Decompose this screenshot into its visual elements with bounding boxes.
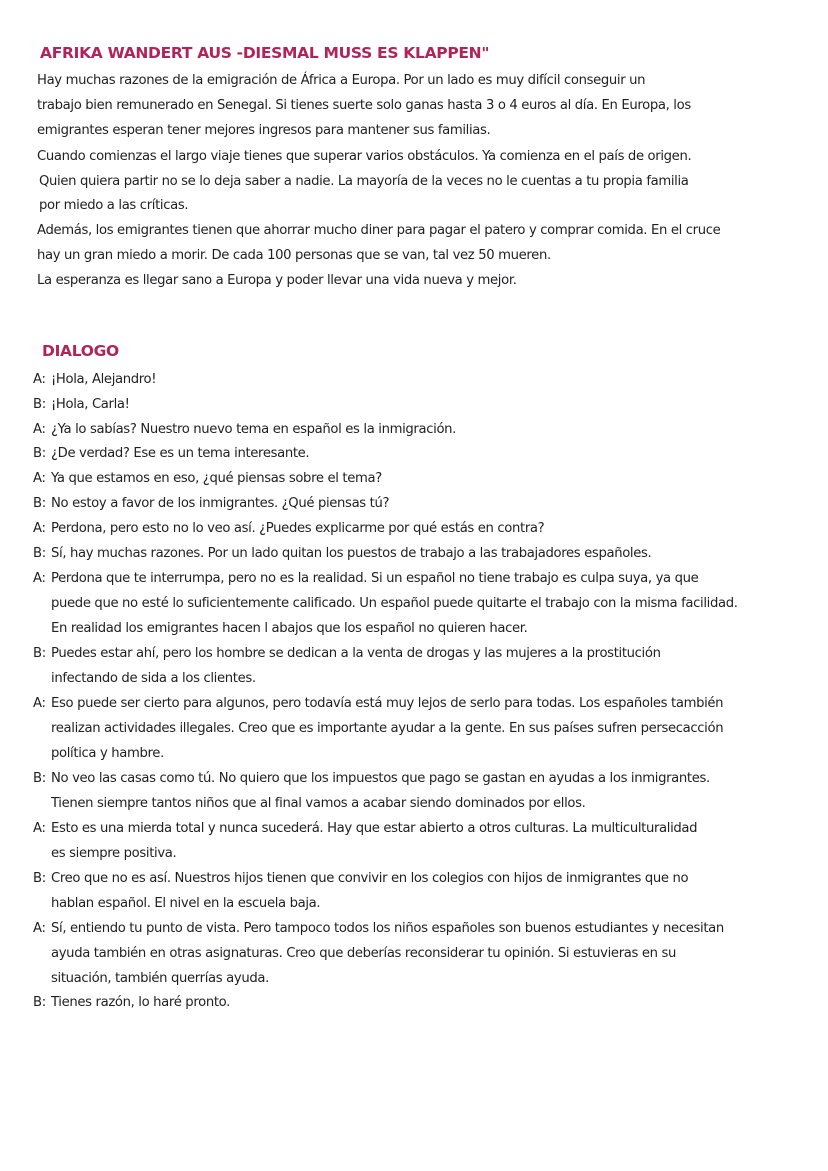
dialogue-line bbox=[33, 371, 156, 389]
dialogue-line bbox=[33, 795, 585, 813]
dialogue-text: Eso puede ser cierto para algunos, pero todavía está muy lejos de serlo para todas. Los españoles también bbox=[51, 696, 724, 711]
dialogue-text: política y hambre. bbox=[51, 746, 164, 761]
speaker-label: A: bbox=[33, 696, 46, 711]
dialogue-title: DIALOGO bbox=[42, 342, 119, 360]
dialogue-line bbox=[33, 870, 688, 888]
dialogue-line bbox=[33, 470, 382, 488]
speaker-label: A: bbox=[33, 471, 46, 486]
speaker-label: B: bbox=[33, 446, 46, 461]
dialogue-line bbox=[33, 945, 676, 963]
essay-line: emigrantes esperan tener mejores ingresos para mantener sus familias. bbox=[37, 123, 491, 138]
dialogue-line bbox=[33, 421, 456, 439]
essay-line: Hay muchas razones de la emigración de África a Europa. Por un lado es muy difícil conseguir un bbox=[37, 73, 646, 88]
dialogue-line bbox=[33, 770, 710, 788]
dialogue-line bbox=[33, 495, 389, 513]
dialogue-line bbox=[33, 895, 320, 913]
dialogue-text: ¿Ya lo sabías? Nuestro nuevo tema en español es la inmigración. bbox=[51, 422, 457, 437]
speaker-label: A: bbox=[33, 821, 46, 836]
speaker-label: A: bbox=[33, 521, 46, 536]
essay-line: La esperanza es llegar sano a Europa y poder llevar una vida nueva y mejor. bbox=[37, 273, 517, 288]
dialogue-text: Perdona que te interrumpa, pero no es la realidad. Si un español no tiene trabajo es culpa suya, ya que bbox=[51, 571, 699, 586]
dialogue-text: No estoy a favor de los inmigrantes. ¿Qué piensas tú? bbox=[51, 496, 390, 511]
essay-line: hay un gran miedo a morir. De cada 100 personas que se van, tal vez 50 mueren. bbox=[37, 248, 551, 263]
speaker-label: B: bbox=[33, 496, 46, 511]
dialogue-text: Tienen siempre tantos niños que al final vamos a acabar siendo dominados por ellos. bbox=[51, 796, 586, 811]
dialogue-text: Tienes razón, lo haré pronto. bbox=[51, 995, 230, 1010]
dialogue-text: No veo las casas como tú. No quiero que los impuestos que pago se gastan en ayudas a los inmigrantes. bbox=[51, 771, 710, 786]
dialogue-line bbox=[33, 645, 661, 663]
dialogue-line bbox=[33, 570, 698, 588]
dialogue-line bbox=[33, 695, 723, 713]
dialogue-text: Sí, hay muchas razones. Por un lado quitan los puestos de trabajo a las trabajadores españoles. bbox=[51, 546, 652, 561]
dialogue-text: infectando de sida a los clientes. bbox=[51, 671, 256, 686]
essay-line: Cuando comienzas el largo viaje tienes que superar varios obstáculos. Ya comienza en el país de origen. bbox=[37, 149, 692, 164]
speaker-label: B: bbox=[33, 397, 46, 412]
dialogue-text: ayuda también en otras asignaturas. Creo que deberías reconsiderar tu opinión. Si estuvieras en su bbox=[51, 946, 677, 961]
speaker-label: A: bbox=[33, 422, 46, 437]
dialogue-line bbox=[33, 720, 723, 738]
dialogue-line bbox=[33, 970, 269, 988]
dialogue-line bbox=[33, 595, 738, 613]
essay-title: AFRIKA WANDERT AUS -DIESMAL MUSS ES KLAPPEN" bbox=[40, 44, 490, 62]
dialogue-text: Sí, entiendo tu punto de vista. Pero tampoco todos los niños españoles son buenos estudiantes y necesitan bbox=[51, 921, 724, 936]
dialogue-line bbox=[33, 620, 528, 638]
speaker-label: B: bbox=[33, 871, 46, 886]
dialogue-line bbox=[33, 994, 230, 1012]
speaker-label: B: bbox=[33, 546, 46, 561]
dialogue-line bbox=[33, 820, 697, 838]
dialogue-line bbox=[33, 745, 164, 763]
dialogue-line bbox=[33, 920, 724, 938]
dialogue-text: ¡Hola, Carla! bbox=[51, 397, 130, 412]
speaker-label: B: bbox=[33, 646, 46, 661]
speaker-label: A: bbox=[33, 571, 46, 586]
dialogue-line bbox=[33, 545, 651, 563]
dialogue-text: Puedes estar ahí, pero los hombre se dedican a la venta de drogas y las mujeres a la prostitución bbox=[51, 646, 661, 661]
dialogue-text: puede que no esté lo suficientemente calificado. Un español puede quitarte el trabajo con la misma facilidad. bbox=[51, 596, 738, 611]
dialogue-text: En realidad los emigrantes hacen l abajos que los español no quieren hacer. bbox=[51, 621, 528, 636]
essay-line: Quien quiera partir no se lo deja saber a nadie. La mayoría de la veces no le cuentas a tu propia familia bbox=[39, 174, 689, 189]
dialogue-text: Perdona, pero esto no lo veo así. ¿Puedes explicarme por qué estás en contra? bbox=[51, 521, 545, 536]
dialogue-text: situación, también querrías ayuda. bbox=[51, 971, 269, 986]
dialogue-text: es siempre positiva. bbox=[51, 846, 177, 861]
essay-line: trabajo bien remunerado en Senegal. Si tienes suerte solo ganas hasta 3 o 4 euros al día. En Europa, los bbox=[37, 98, 691, 113]
dialogue-line bbox=[33, 670, 256, 688]
dialogue-text: ¿De verdad? Ese es un tema interesante. bbox=[51, 446, 310, 461]
essay-line: por miedo a las críticas. bbox=[39, 198, 189, 213]
dialogue-text: Esto es una mierda total y nunca sucederá. Hay que estar abierto a otros culturas. La multiculturalidad bbox=[51, 821, 698, 836]
speaker-label: A: bbox=[33, 372, 46, 387]
dialogue-line bbox=[33, 845, 176, 863]
essay-line: Además, los emigrantes tienen que ahorrar mucho diner para pagar el patero y comprar comida. En el cruce bbox=[37, 223, 721, 238]
dialogue-text: Creo que no es así. Nuestros hijos tienen que convivir en los colegios con hijos de inmigrantes que no bbox=[51, 871, 689, 886]
speaker-label: B: bbox=[33, 771, 46, 786]
dialogue-text: ¡Hola, Alejandro! bbox=[51, 372, 157, 387]
dialogue-text: Ya que estamos en eso, ¿qué piensas sobre el tema? bbox=[51, 471, 382, 486]
dialogue-line bbox=[33, 396, 130, 414]
speaker-label: A: bbox=[33, 921, 46, 936]
speaker-label: B: bbox=[33, 995, 46, 1010]
dialogue-text: realizan actividades illegales. Creo que es importante ayudar a la gente. En sus países sufren persecacción bbox=[51, 721, 724, 736]
dialogue-line bbox=[33, 445, 309, 463]
dialogue-line bbox=[33, 520, 544, 538]
dialogue-text: hablan español. El nivel en la escuela baja. bbox=[51, 896, 321, 911]
